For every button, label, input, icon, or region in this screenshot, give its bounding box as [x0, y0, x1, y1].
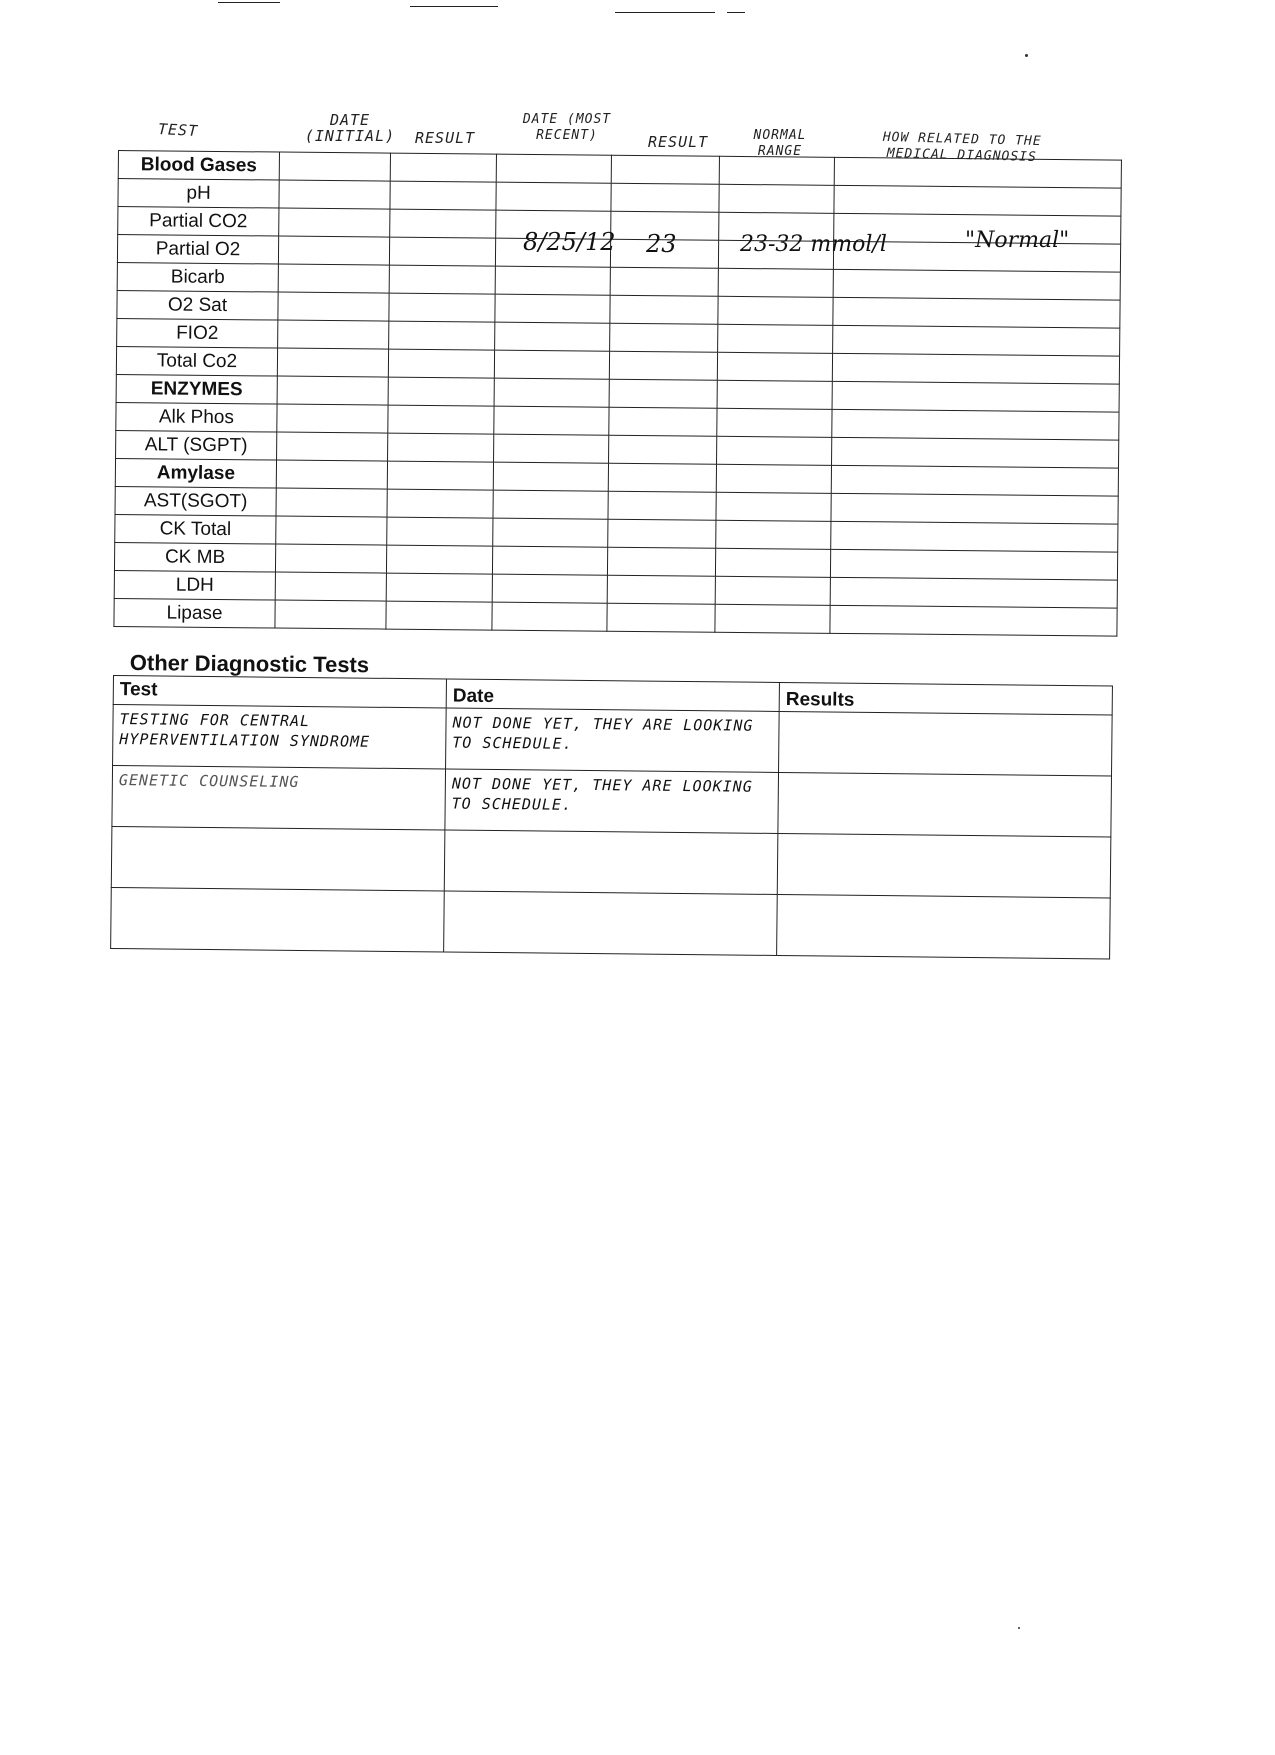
- table-cell: [388, 349, 494, 378]
- date-cell: [444, 830, 778, 894]
- test-label: Total Co2: [116, 346, 277, 376]
- date-cell: NOT DONE YET, THEY ARE LOOKING TO SCHEDULE.: [445, 769, 779, 833]
- table-cell: [608, 519, 716, 548]
- table-cell: [611, 155, 719, 184]
- entry-note: "Normal": [965, 228, 1070, 253]
- table-cell: [715, 576, 830, 605]
- table-cell: [390, 181, 496, 210]
- table-row: [111, 826, 1111, 897]
- table-cell: [277, 348, 388, 377]
- table-cell: [389, 265, 495, 294]
- table-cell: [496, 154, 611, 183]
- test-label: CK MB: [114, 542, 275, 572]
- results-cell: [779, 711, 1113, 775]
- table-cell: [495, 322, 610, 351]
- other-tests-title: Other Diagnostic Tests: [129, 650, 370, 678]
- table-row: [111, 887, 1111, 958]
- table-cell: [719, 184, 834, 213]
- results-cell: [777, 894, 1111, 958]
- scan-speck: [1025, 54, 1028, 57]
- header-date-recent: DATE (MOST RECENT): [522, 112, 612, 143]
- table-cell: [718, 268, 833, 297]
- test-label: CK Total: [115, 514, 276, 544]
- header-normal-range: NORMAL RANGE: [753, 128, 807, 159]
- table-cell: [275, 600, 386, 629]
- table-cell: [609, 407, 717, 436]
- table-cell: [716, 520, 831, 549]
- table-cell: [831, 493, 1118, 524]
- test-cell: GENETIC COUNSELING: [112, 766, 446, 830]
- entry-date: 8/25/12: [523, 228, 616, 256]
- test-label: Partial CO2: [118, 207, 279, 237]
- table-cell: [278, 236, 389, 265]
- table-cell: [830, 549, 1117, 580]
- table-cell: [716, 492, 831, 521]
- table-cell: [830, 577, 1117, 608]
- table-cell: [834, 157, 1121, 188]
- table-cell: [833, 297, 1120, 328]
- table-cell: [610, 267, 718, 296]
- table-cell: [718, 324, 833, 353]
- table-cell: [390, 209, 496, 238]
- header-results: Results: [779, 682, 1112, 714]
- table-cell: [832, 409, 1119, 440]
- table-cell: [607, 547, 715, 576]
- header-relation: HOW RELATED TO THE MEDICAL DIAGNOSIS: [882, 129, 1042, 165]
- table-cell: [388, 405, 494, 434]
- table-cell: [717, 380, 832, 409]
- header-result-1: RESULT: [415, 129, 476, 147]
- table-cell: [611, 183, 719, 212]
- test-label: Amylase: [115, 458, 276, 488]
- table-cell: [833, 325, 1120, 356]
- scan-speck: [1018, 1627, 1020, 1629]
- table-cell: [832, 353, 1119, 384]
- table-cell: [277, 376, 388, 405]
- table-cell: [609, 351, 717, 380]
- test-label: Blood Gases: [118, 151, 279, 181]
- table-cell: [495, 294, 610, 323]
- table-cell: [278, 320, 389, 349]
- table-cell: [389, 293, 495, 322]
- test-label: ENZYMES: [116, 374, 277, 404]
- table-cell: [278, 292, 389, 321]
- table-cell: [830, 605, 1117, 636]
- table-cell: [277, 432, 388, 461]
- table-cell: [831, 521, 1118, 552]
- table-cell: [609, 379, 717, 408]
- table-cell: [494, 406, 609, 435]
- table-cell: [608, 491, 716, 520]
- table-cell: [275, 544, 386, 573]
- test-cell: [111, 826, 445, 890]
- test-label: Partial O2: [117, 235, 278, 265]
- table-cell: [607, 603, 715, 632]
- table-cell: [276, 488, 387, 517]
- table-cell: [494, 378, 609, 407]
- lab-values-table: [113, 150, 1122, 637]
- test-label: LDH: [114, 570, 275, 600]
- table-cell: [494, 434, 609, 463]
- table-cell: [492, 574, 607, 603]
- table-cell: [715, 604, 830, 633]
- table-cell: [386, 545, 492, 574]
- table-cell: [277, 404, 388, 433]
- scan-mark: [727, 12, 745, 13]
- table-cell: [276, 516, 387, 545]
- entry-range: 23-32 mmol/l: [740, 232, 887, 257]
- table-cell: [389, 321, 495, 350]
- table-cell: [492, 602, 607, 631]
- table-cell: [834, 185, 1121, 216]
- table-cell: [279, 208, 390, 237]
- table-cell: [610, 295, 718, 324]
- results-cell: [778, 772, 1112, 836]
- table-cell: [276, 460, 387, 489]
- table-cell: [275, 572, 386, 601]
- scan-mark: [615, 12, 715, 13]
- test-label: Alk Phos: [116, 402, 277, 432]
- scan-mark: [218, 2, 280, 3]
- test-label: AST(SGOT): [115, 486, 276, 516]
- table-cell: [386, 601, 492, 630]
- header-test: Test: [113, 676, 446, 708]
- table-cell: [607, 575, 715, 604]
- test-label: FIO2: [117, 318, 278, 348]
- table-cell: [494, 350, 609, 379]
- header-date-initial: DATE (INITIAL): [304, 111, 396, 145]
- header-test: TEST: [157, 119, 199, 141]
- table-row: [112, 766, 1112, 837]
- test-label: Lipase: [114, 598, 275, 628]
- table-cell: [387, 517, 493, 546]
- table-cell: [609, 435, 717, 464]
- table-cell: [608, 463, 716, 492]
- test-cell: TESTING FOR CENTRAL HYPERVENTILATION SYNDROME: [113, 705, 447, 769]
- test-cell: [111, 887, 445, 951]
- table-cell: [390, 153, 496, 182]
- results-cell: [777, 833, 1111, 897]
- table-cell: [718, 296, 833, 325]
- table-cell: [717, 352, 832, 381]
- test-label: ALT (SGPT): [116, 430, 277, 460]
- test-label: pH: [118, 179, 279, 209]
- scan-mark: [410, 6, 498, 7]
- table-cell: [388, 377, 494, 406]
- table-cell: [716, 464, 831, 493]
- table-cell: [719, 156, 834, 185]
- table-cell: [279, 152, 390, 181]
- test-label: O2 Sat: [117, 290, 278, 320]
- table-cell: [717, 436, 832, 465]
- table-cell: [832, 381, 1119, 412]
- table-cell: [279, 180, 390, 209]
- test-label: Bicarb: [117, 262, 278, 292]
- table-cell: [833, 269, 1120, 300]
- table-cell: [717, 408, 832, 437]
- table-cell: [388, 433, 494, 462]
- table-cell: [495, 266, 610, 295]
- table-cell: [831, 465, 1118, 496]
- table-cell: [493, 462, 608, 491]
- date-cell: NOT DONE YET, THEY ARE LOOKING TO SCHEDULE.: [446, 708, 780, 772]
- table-row: [113, 705, 1113, 776]
- table-cell: [715, 548, 830, 577]
- table-cell: [386, 573, 492, 602]
- table-cell: [832, 437, 1119, 468]
- other-tests-table: [110, 675, 1113, 959]
- table-cell: [389, 237, 495, 266]
- table-cell: [493, 490, 608, 519]
- table-cell: [278, 264, 389, 293]
- entry-result: 23: [646, 230, 677, 258]
- table-cell: [387, 489, 493, 518]
- date-cell: [444, 891, 778, 955]
- table-cell: [387, 461, 493, 490]
- header-date: Date: [446, 679, 779, 711]
- header-result-2: RESULT: [648, 133, 709, 151]
- table-cell: [492, 546, 607, 575]
- table-cell: [493, 518, 608, 547]
- table-cell: [610, 323, 718, 352]
- table-cell: [496, 182, 611, 211]
